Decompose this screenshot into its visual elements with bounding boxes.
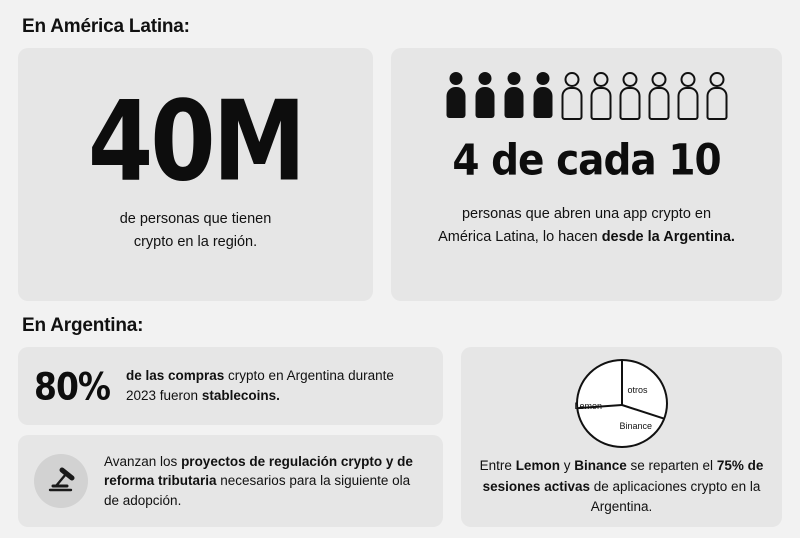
pie-caption-plain-3: se reparten el bbox=[626, 458, 717, 474]
pie-separator-top bbox=[621, 361, 623, 405]
pie-caption-bold-1: Lemon bbox=[515, 458, 560, 474]
pie-label-otros: otros bbox=[627, 385, 648, 395]
people-pictogram bbox=[444, 72, 729, 118]
four-of-ten-caption-line2-bold: desde la Argentina. bbox=[601, 229, 735, 246]
card-pie-sessions bbox=[461, 347, 782, 527]
section-title-argentina: En Argentina: bbox=[22, 315, 144, 336]
latam-cards-row bbox=[18, 48, 782, 301]
eighty-percent-text bbox=[126, 366, 427, 405]
person-icon-empty-6 bbox=[589, 72, 613, 118]
person-icon-empty-10 bbox=[705, 72, 729, 118]
forty-million-caption bbox=[120, 208, 272, 253]
regulation-bold-1: proyectos de regulación crypto y de reforma tributaria bbox=[104, 453, 413, 489]
pie-caption-plain-2: y bbox=[559, 458, 575, 474]
regulation-plain-1: Avanzan los bbox=[104, 453, 182, 469]
eighty-percent-value: 80% bbox=[34, 364, 110, 408]
pie-caption bbox=[477, 456, 766, 517]
card-four-of-ten bbox=[391, 48, 782, 301]
four-of-ten-headline: 4 de cada 10 bbox=[452, 135, 721, 186]
eighty-percent-bold-1: de las compras bbox=[126, 368, 225, 384]
eighty-percent-plain-1: crypto en Argentina durante 2023 fueron bbox=[126, 368, 394, 403]
pie-chart bbox=[576, 359, 668, 448]
person-icon-filled-2 bbox=[473, 72, 497, 118]
pie-label-binance: Binance bbox=[619, 421, 653, 431]
person-icon-filled-4 bbox=[531, 72, 555, 118]
person-icon-filled-3 bbox=[502, 72, 526, 118]
argentina-cards-row bbox=[18, 347, 782, 527]
pie-separator-right bbox=[621, 404, 663, 419]
argentina-left-column bbox=[18, 347, 443, 527]
person-icon-empty-7 bbox=[618, 72, 642, 118]
four-of-ten-caption-line2-plain: América Latina, lo hacen bbox=[438, 229, 602, 246]
gavel-icon bbox=[34, 454, 88, 508]
pie-caption-plain-4: de aplicaciones crypto en la Argentina. bbox=[589, 478, 761, 514]
pie-caption-plain-1: Entre bbox=[479, 458, 516, 474]
person-icon-filled-1 bbox=[444, 72, 468, 118]
four-of-ten-caption-line1: personas que abren una app crypto en bbox=[461, 206, 712, 222]
section-title-latam: En América Latina: bbox=[22, 16, 190, 37]
pie-caption-bold-2: Binance bbox=[574, 458, 627, 474]
card-eighty-percent bbox=[18, 347, 443, 425]
person-icon-empty-9 bbox=[676, 72, 700, 118]
forty-million-caption-line1: de personas que tienen bbox=[119, 211, 272, 228]
eighty-percent-bold-2: stablecoins. bbox=[201, 388, 280, 403]
four-of-ten-caption bbox=[438, 203, 735, 249]
forty-million-caption-line2: crypto en la región. bbox=[133, 233, 258, 250]
person-icon-empty-5 bbox=[560, 72, 584, 118]
regulation-plain-2: necesarios para la siguiente ola de adopción. bbox=[104, 473, 411, 508]
pie-label-lemon: Lemon bbox=[574, 401, 603, 411]
regulation-text bbox=[104, 452, 427, 511]
card-forty-million bbox=[18, 48, 373, 301]
pie-caption-bold-3: 75% de sesiones activas bbox=[482, 458, 764, 494]
person-icon-empty-8 bbox=[647, 72, 671, 118]
forty-million-value: 40M bbox=[87, 78, 304, 207]
card-regulation bbox=[18, 435, 443, 527]
